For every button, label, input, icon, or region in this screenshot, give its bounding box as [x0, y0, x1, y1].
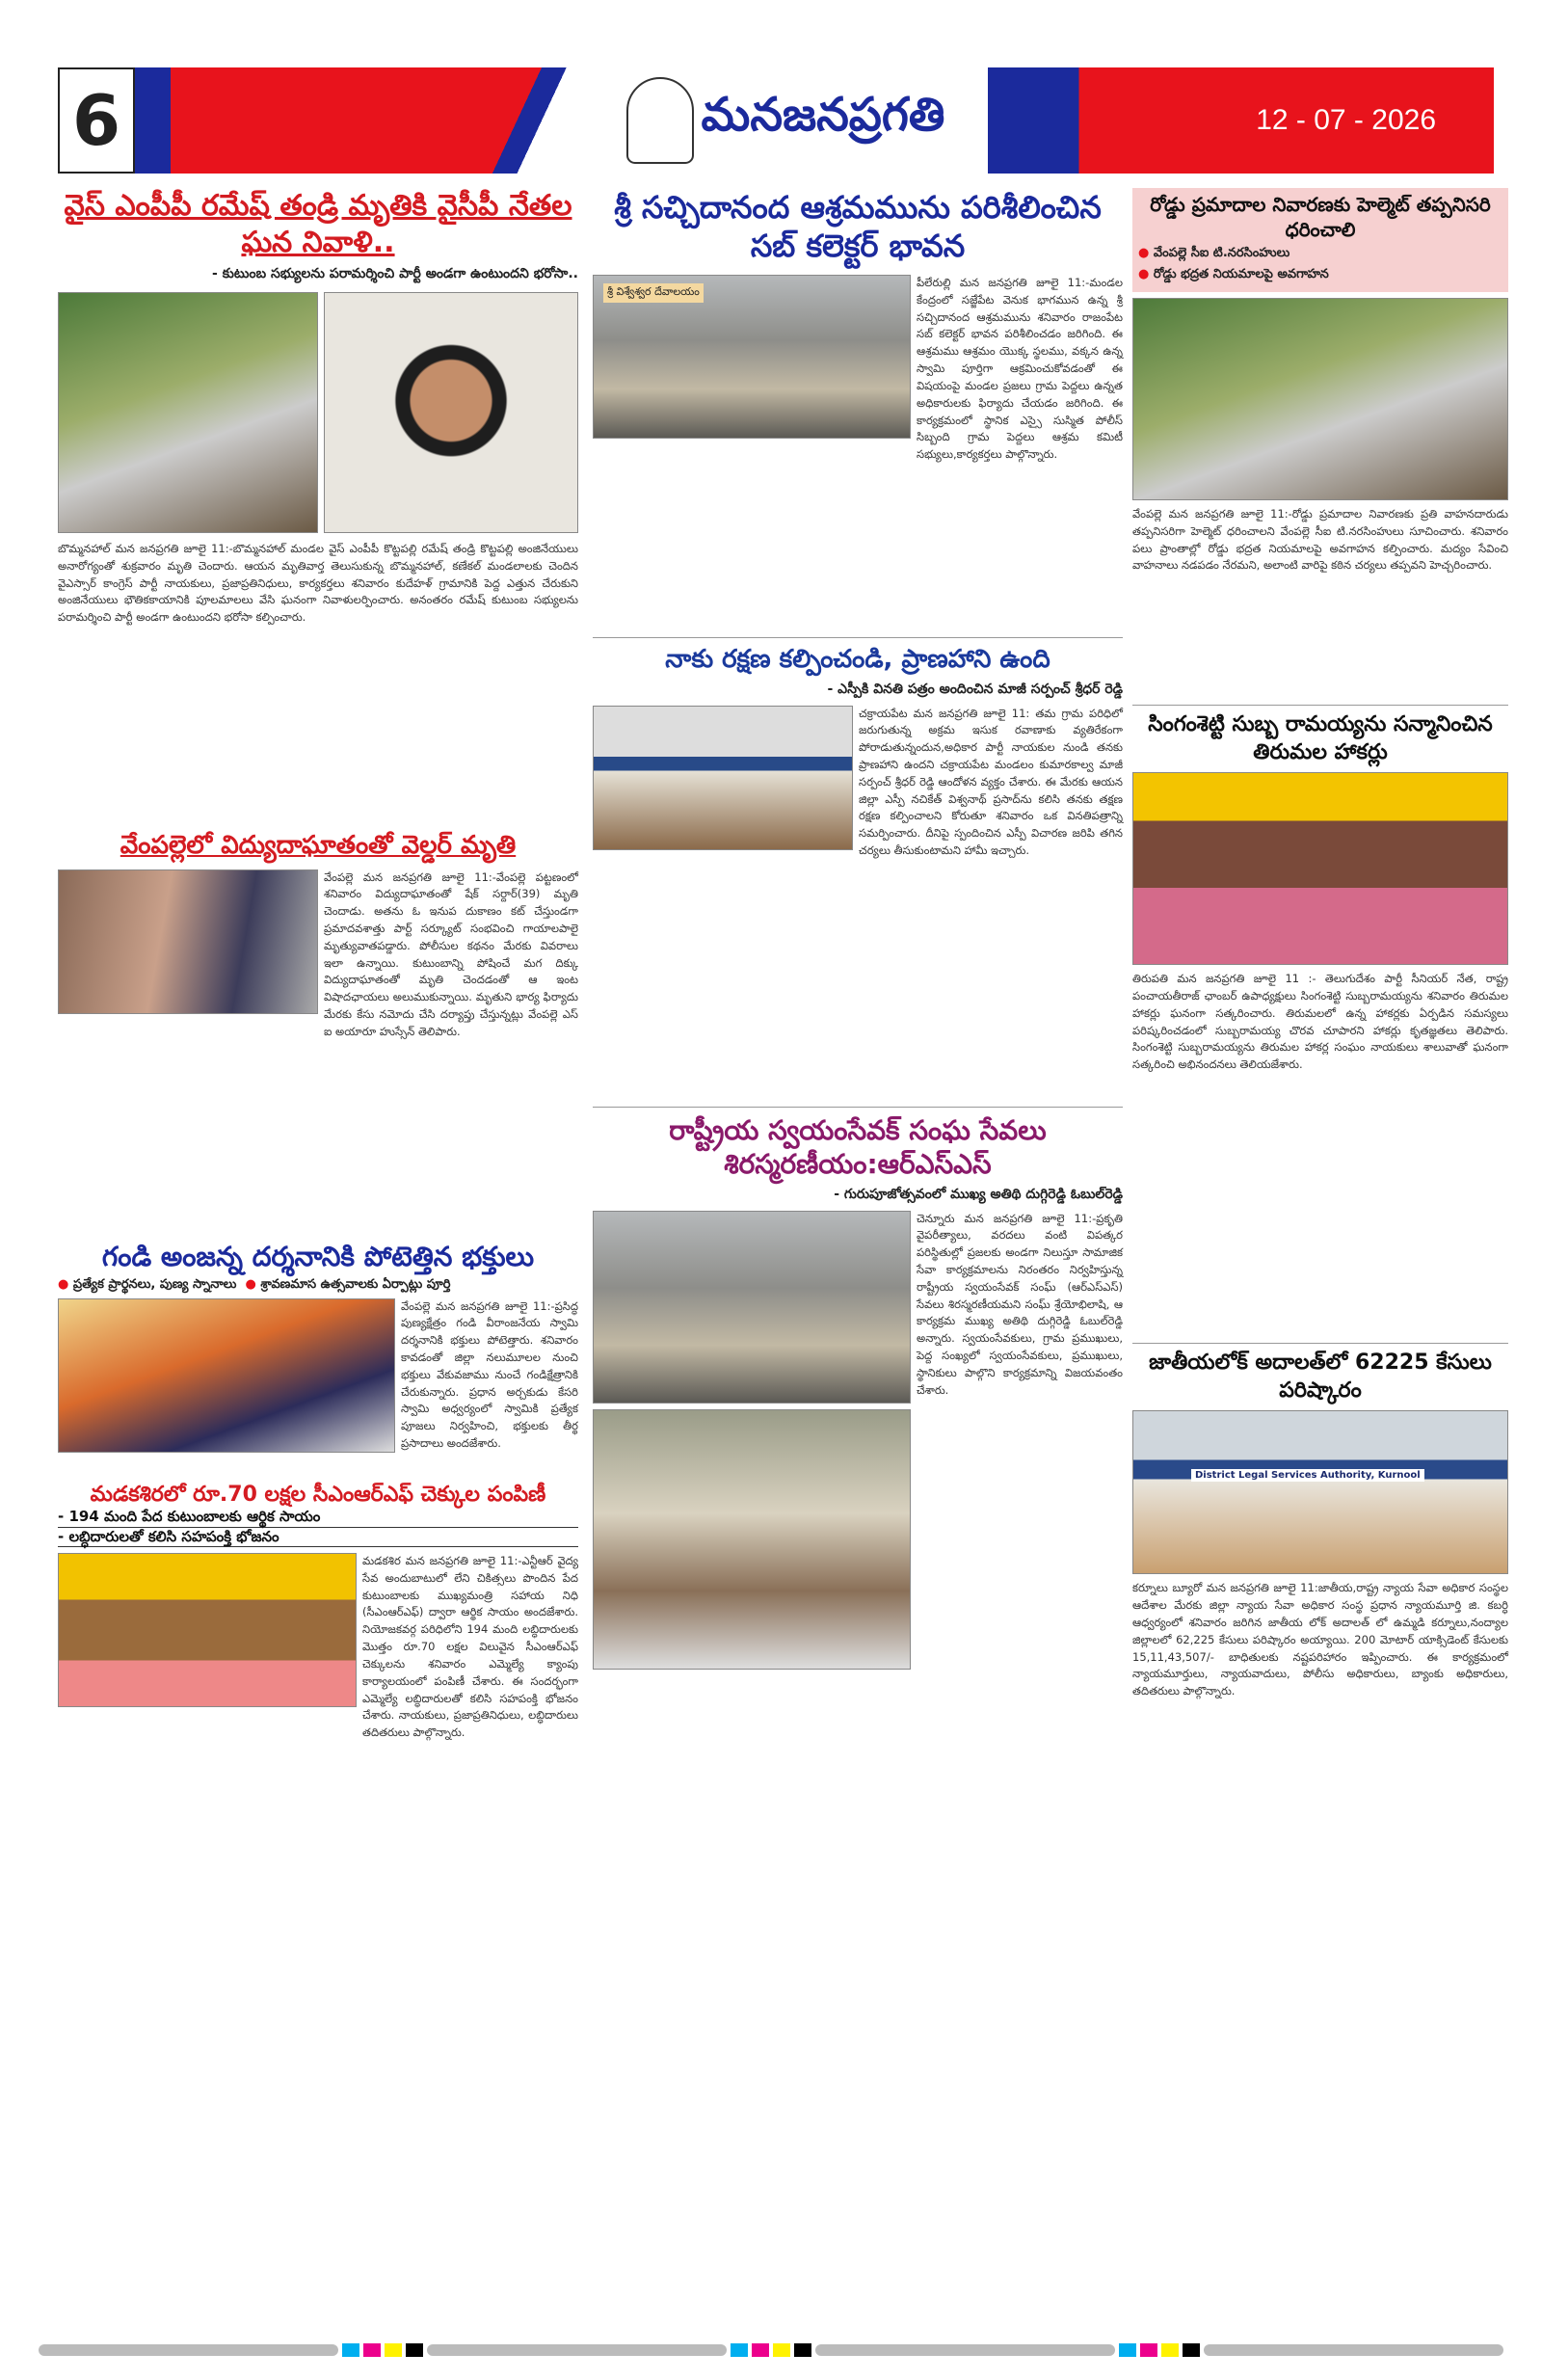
subheadline: - లబ్ధిదారులతో కలిసి సహపంక్తి భోజనం: [58, 1528, 578, 1548]
logo-portrait-icon: [626, 77, 694, 164]
header-band-left: [135, 67, 583, 174]
headline: రాష్ట్రీయ స్వయంసేవక్ సంఘ సేవలు శిరస్మరణీయం:ఆర్ఎస్ఎస్: [669, 1113, 1047, 1180]
bullet-icon: ●: [1138, 267, 1150, 281]
headline: నాకు రక్షణ కల్పించండి, ప్రాణహాని ఉంది: [665, 645, 1050, 674]
headline: మడకశిరలో రూ.70 లక్షల సీఎంఆర్ఎఫ్ చెక్కుల పంపిణీ: [90, 1482, 546, 1507]
bullet: రోడ్డు భద్రత నియమాలపై అవగాహన: [1153, 267, 1329, 281]
temple-banner: శ్రీ విశ్వేశ్వర దేవాలయం: [603, 283, 704, 303]
subheadline: - ఎస్పీకి వినతి పత్రం అందించిన మాజీ సర్పంచ్ శ్రీధర్ రెడ్డి: [827, 681, 1123, 697]
article-body-continued: [58, 1014, 578, 1236]
column-middle: [593, 188, 1123, 1670]
headline: రోడ్డు ప్రమాదాల నివారణకు హెల్మెట్ తప్పనిసరి ధరించాలి: [1150, 193, 1491, 241]
headline: వేంపల్లెలో విద్యుదాఘాతంతో వెల్డర్ మృతి: [120, 831, 517, 860]
bullet-icon: ●: [245, 1276, 256, 1292]
photo-devotees: [58, 1298, 395, 1453]
photo-rss-speaker: [593, 1211, 911, 1404]
article-body: చక్రాయపేట మన జనప్రగతి జూలై 11: తమ గ్రామ పరిధిలో జరుగుతున్న అక్రమ ఇసుక రవాణాకు వ్యతిరేకంగా పోరాడుతున్నందున,అధికార పార్టీ నాయకుల నుండి తనకు ప్రాణహాని ఉందని చక్రాయపేట మండలం కుమారకాల్వ మాజీ సర్పంచ్ శ్రీధర్ రెడ్డి ఆందోళన వ్యక్తం చేశారు. ఈ మేరకు ఆయన జిల్లా ఎస్పీ నచికేత్ విశ్వనాథ్ ప్రసాద్‌ను కలిసి తనకు తక్షణ రక్షణ కల్పించాలని కోరుతూ శనివారం ఒక వినతిపత్రాన్ని సమర్పించారు. దీనిపై స్పందించిన ఎస్పీ విచారణ జరిపి తగిన చర్యలు తీసుకుంటామని హామీ ఇచ్చారు.: [859, 706, 1123, 857]
article-body: వేంపల్లె మన జనప్రగతి జూలై 11:-రోడ్డు ప్రమాదాల నివారణకు ప్రతి వాహనదారుడు తప్పనిసరిగా హెల్మెట్ ధరించాలని వేంపల్లె సీఐ టి.నరసింహులు సూచించారు. శనివారం పలు ప్రాంతాల్లో రోడ్డు భద్రత నియమాలపై అవగాహన కల్పించారు. మద్యం సేవించి వాహనాలు నడపడం నేరమని, అలాంటి వారిపై కఠిన చర్యలు తప్పవని హెచ్చరించారు.: [1132, 507, 1508, 573]
article-body: తిరుపతి మన జనప్రగతి జూలై 11 :- తెలుగుదేశం పార్టీ సీనియర్ నేత, రాష్ట్ర పంచాయతీరాజ్ ఛాంబర్ ఉపాధ్యక్షులు సింగంశెట్టి సుబ్బరామయ్యను శనివారం తిరుమల హాకర్లు ఘనంగా సత్కరించారు. తిరుమలలో ఉన్న హాకర్లకు ఏర్పడిన సమస్యలు పరిష్కరించడంలో సుబ్బరామయ్య చొరవ చూపారని హాకర్లు కృతజ్ఞతలు తెలిపారు. సింగంశెట్టి సుబ్బరామయ్యను తిరుమల హాకర్ల సంఘం నాయకులు శాలువాతో ఘనంగా సత్కరించి అభినందనలు తెలియజేశారు.: [1132, 972, 1508, 1072]
newspaper-title: మనజనప్రగతి: [701, 88, 945, 142]
bullet: వేంపల్లె సీఐ టి.నరసింహులు: [1153, 246, 1290, 260]
subheadline: - కుటుంబ సభ్యులను పరామర్శించి పార్టీ అండగా ఉంటుందని భరోసా..: [212, 266, 578, 281]
article-body: చెన్నూరు మన జనప్రగతి జూలై 11:-ప్రకృతి వైపరీత్యాలు, వరదలు వంటి విపత్కర పరిస్థితుల్లో ప్రజలకు అండగా నిలుస్తూ సామాజిక సేవా కార్యక్రమాలను నిరంతరం నిర్వహిస్తున్న రాష్ట్రీయ స్వయంసేవక్ సంఘ్ (ఆర్ఎస్ఎస్) సేవలు శిరస్మరణీయమని సంఘ్ శ్రేయోభిలాషి, ఆ కార్యక్రమ ముఖ్య అతిథి దుగ్గిరెడ్డి ఓబుల్‌రెడ్డి అన్నారు. స్వయంసేవకులు, గ్రామ ప్రముఖులు, పెద్ద సంఖ్యలో స్వయంసేవకులు, ప్రముఖులు, స్థానికులు పాల్గొని కార్యక్రమాన్ని విజయవంతం చేశారు.: [917, 1211, 1123, 1397]
photo-ashram: [593, 275, 911, 439]
issue-date: 12 - 07 - 2026: [1256, 104, 1436, 136]
bullet-icon: ●: [1138, 246, 1150, 260]
article-body: కర్నూలు బ్యూరో మన జనప్రగతి జూలై 11:జాతీయ,రాష్ట్ర న్యాయ సేవా అధికార సంస్థల ఆదేశాల మేరకు జిల్లా న్యాయ సేవా అధికార సంస్థ ప్రధాన న్యాయమూర్తి జి. కబర్ధి ఆధ్వర్యంలో శనివారం జరిగిన జాతీయ లోక్ అదాలత్ లో ఉమ్మడి కర్నూలు,నంద్యాల జిల్లాలలో 62,225 కేసులు పరిష్కారం అయ్యాయి. 200 మోటార్ యాక్సిడెంట్ కేసులకు 15,11,43,507/- బాధితులకు నష్టపరిహారం ఇప్పించారు. ఈ కార్యక్రమంలో న్యాయమూర్తులు, న్యాయవాదులు, పోలీసు అధికారులు, బ్యాంకు అధికారులు, తదితరులు పాల్గొన్నారు.: [1132, 1581, 1508, 1698]
headline: శ్రీ సచ్చిదానంద ఆశ్రమమును పరిశీలించిన సబ్ కలెక్టర్ భావన: [614, 189, 1102, 264]
bullet: ప్రత్యేక ప్రార్థనలు, పుణ్య స్నానాలు: [72, 1276, 237, 1292]
photo-accident: [58, 869, 318, 1014]
photo-rss-audience: [593, 1409, 911, 1670]
print-registration-bar: [39, 2342, 1503, 2358]
subheadline: - 194 మంది పేద కుటుంబాలకు ఆర్థిక సాయం: [58, 1508, 578, 1528]
bullet: శ్రావణమాస ఉత్సవాలకు ఏర్పాట్లు పూర్తి: [260, 1276, 451, 1292]
article-body-continued: [593, 850, 1123, 1101]
article-body-continued: [593, 439, 1123, 631]
bullet-icon: ●: [58, 1276, 69, 1292]
article-body: వేంపల్లె మన జనప్రగతి జూలై 11:-వేంపల్లె పట్టణంలో శనివారం విద్యుదాఘాతంతో షేక్ సర్దార్(39) మృతి చెందాడు. అతను ఓ ఇనుప దుకాణం కట్ చేస్తుండగా ప్రమాదవశాత్తు పార్ట్ సర్క్యూట్ సంభవించి గాయాలపాలై మృత్యువాతపడ్డారు. పోలీసుల కథనం మేరకు వివరాలు ఇలా ఉన్నాయి. కుటుంబాన్ని పోషించే మగ దిక్కు విద్యుదాఘాతంతో మృతి చెందడంతో ఆ ఇంట విషాదఛాయలు అలుముకున్నాయి. మృతుని భార్య ఫిర్యాదు మేరకు కేసు నమోదు చేసి దర్యాప్తు చేస్తున్నట్లు వేంపల్లె ఎస్ ఐ అయారూ హుస్సేన్ తెలిపారు.: [324, 869, 578, 1038]
headline: జాతీయలోక్ అదాలత్‌లో 62225 కేసులు పరిష్కారం: [1149, 1350, 1492, 1403]
photo-helmet-awareness: [1132, 298, 1508, 500]
headline: గండి అంజన్న దర్శనానికి పోటెత్తిన భక్తులు: [101, 1240, 535, 1272]
column-right: [1132, 188, 1508, 2033]
subheadline: - గురుపూజోత్సవంలో ముఖ్య అతిథి దుగ్గిరెడ్డి ఓబుల్‌రెడ్డి: [834, 1186, 1123, 1202]
article-body: వేంపల్లె మన జనప్రగతి జూలై 11:-ప్రసిద్ధ పుణ్యక్షేత్రం గండి వీరాంజనేయ స్వామి దర్శనానికి భక్తులు పోటెత్తారు. శనివారం కావడంతో జిల్లా నలుమూలల నుంచి భక్తులు వేకువజాము నుంచే గండిక్షేత్రానికి చేరుకున్నారు. ప్రధాన అర్చకుడు కేసరి స్వామి అధ్వర్యంలో స్వామికి ప్రత్యేక పూజలు నిర్వహించి, భక్తులకు తీర్థ ప్రసాదాలు అందజేశారు.: [401, 1298, 578, 1450]
article-body: మడకశిర మన జనప్రగతి జూలై 11:-ఎన్టీఆర్ వైద్య సేవ అందుబాటులో లేని చికిత్సలు పొందిన పేద కుటుంబాలకు ముఖ్యమంత్రి సహాయ నిధి (సీఎంఆర్ఎఫ్) ద్వారా ఆర్థిక సాయం అందజేశారు. నియోజకవర్గ పరిధిలోని 194 మంది లబ్ధిదారులకు మొత్తం రూ.70 లక్షల విలువైన సీఎంఆర్ఎఫ్ చెక్కులను శనివారం ఎమ్మెల్యే క్యాంపు కార్యాలయంలో పంపిణీ చేశారు. ఈ సందర్భంగా ఎమ్మెల్యే లబ్ధిదారులతో కలిసి సహపంక్తి భోజనం చేశారు. నాయకులు, ప్రజాప్రతినిధులు, లబ్ధిదారులు తదితరులు పాల్గొన్నారు.: [362, 1554, 578, 1740]
header-band-right: [988, 67, 1494, 174]
column-left: [58, 188, 578, 1740]
article-body: పీలేరుల్లి మన జనప్రగతి జూలై 11:-మండల కేంద్రంలో సజ్జేపేట వెనుక భాగమున ఉన్న శ్రీ సచ్చిదానంద ఆశ్రమమును శనివారం రాజంపేట సబ్ కలెక్టర్ భావన పరిశీలించడం జరిగింది. ఈ ఆశ్రమము ఆశ్రమం యొక్క స్థలము, వక్కన ఉన్న స్వామి పూర్తిగా ఆక్రమించుకోవడంతో ఈ విషయంపై మండల ప్రజలు గ్రామ పెద్దలు ఉన్నత అధికారులకు ఫిర్యాదు చేయడం జరిగింది. ఈ కార్యక్రమంలో స్థానిక ఎస్సై సుస్మిత పోలీస్ సిబ్బంది గ్రామ పెద్దలు ఆశ్రమ కమిటీ సభ్యులు,కార్యకర్తలు పాల్గొన్నారు.: [917, 276, 1123, 462]
bullet-points: [58, 1277, 578, 1295]
photo-felicitation: [1132, 772, 1508, 965]
photo-tribute: [58, 292, 318, 533]
dlsa-banner: District Legal Services Authority, Kurnool: [1191, 1469, 1424, 1482]
headline: వైస్ ఎంపీపీ రమేష్ తండ్రి మృతికి వైసీపీ నేతల ఘన నివాళి..: [64, 189, 572, 259]
headline: సింగంశెట్టి సుబ్బ రామయ్యను సన్మానించిన తిరుమల హాకర్లు: [1148, 712, 1493, 764]
logo: [583, 67, 988, 174]
photo-lok-adalat: [1132, 1410, 1508, 1574]
photo-petition: [593, 706, 853, 850]
page-number: 6: [58, 67, 135, 174]
photo-cheque-distribution: [58, 1553, 357, 1707]
photo-portrait: [324, 292, 578, 533]
masthead: [58, 67, 1494, 174]
article-body: బొమ్మనహాల్ మన జనప్రగతి జూలై 11:-బొమ్మనహాల్ మండల వైస్ ఎంపీపీ కొట్టపల్లి రమేష్ తండ్రి కొట్టపల్లి అంజినేయులు అనారోగ్యంతో శుక్రవారం మృతి చెందారు. ఆయన మృతివార్త తెలుసుకున్న బొమ్మనహాల్, కణేకల్ మండలాలకు చెందిన వైఎస్సార్ కాంగ్రెస్ పార్టీ నాయకులు, ప్రజాప్రతినిధులు, కార్యకర్తలు శనివారం కుదేహళ్ గ్రామానికి పెద్ద ఎత్తున చేరుకుని అంజినేయులు భౌతికకాయానికి పూలమాలలు వేసి ఘనంగా నివాళులర్పించారు. అనంతరం రమేష్ కుటుంబ సభ్యులను పరామర్శించి పార్టీ అండగా ఉంటుందని భరోసా కల్పించారు.: [58, 542, 578, 625]
